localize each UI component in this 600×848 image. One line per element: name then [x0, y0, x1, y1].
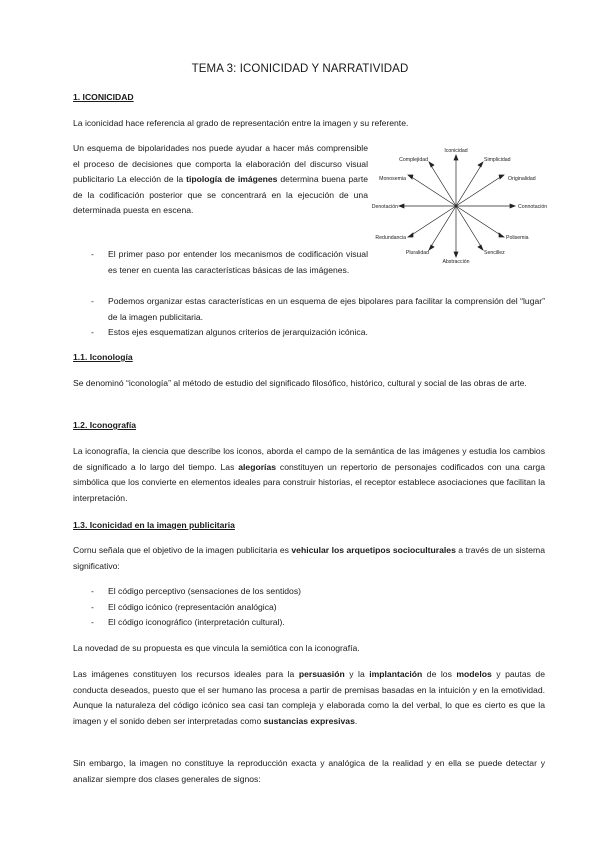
bold-implantacion: implantación [369, 669, 423, 679]
paragraph-novedad: La novedad de su propuesta es que vincula la semiótica con la iconografía. [73, 643, 360, 653]
paragraph-cornu: Cornu señala que el objetivo de la imagen publicitaria es vehicular los arquetipos socioculturales a través de un sistema significativo: [73, 545, 545, 571]
bullet-list-codigos [73, 584, 545, 631]
arrow-steep-a1 [478, 162, 483, 167]
label-originalidad: Originalidad [508, 176, 536, 182]
arrow-up [454, 155, 458, 160]
bold-persuasion: persuasión [298, 669, 345, 679]
arrow-steep-a2 [429, 245, 434, 250]
bold-vehicular: vehicular los arquetipos socioculturales [291, 545, 456, 555]
list-item: - Podemos organizar estas características en un esquema de ejes bipolares para facilitar la comprensión del “lugar” de la imagen publicitaria. [73, 294, 545, 325]
bullet-list-iconicidad-1 [73, 247, 368, 278]
list-item: - El código icónico (representación analógica) [73, 600, 545, 616]
label-monosemia: Monosemia [379, 176, 406, 182]
arrow-shallow-b2 [408, 233, 413, 237]
bold-sustancias-expresivas: sustancias expresivas [263, 715, 355, 726]
list-item: - El código iconográfico (interpretación cultural). [73, 615, 545, 631]
label-polisemia: Polisemia [506, 235, 529, 241]
label-redundancia: Redundancia [375, 235, 406, 241]
arrow-right [510, 204, 515, 208]
bullet-list-iconicidad-2 [73, 294, 545, 341]
arrow-shallow-a2 [499, 233, 504, 237]
paragraph-iconografia: La iconografía, la ciencia que describe los iconos, aborda el campo de la semántica de las imágenes y estudia los cambios de significado a lo largo del tiempo. Las alegorías constituyen un repertorio de personajes codificados con una carga simbólica que los convierte en elementos ideales para construir historias, el receptor establece asociaciones que facilitan la interpretación. [73, 446, 545, 503]
bold-tipologia: tipología de imágenes [186, 174, 278, 185]
list-item: - Estos ejes esquematizan algunos criterios de jerarquización icónica. [73, 325, 545, 341]
section-heading-iconografia: 1.2. Iconografía [73, 420, 137, 430]
paragraph-iconologia: Se denominó “iconología” al método de estudio del significado filosófico, histórico, cultural y social de las obras de arte. [73, 378, 527, 388]
bold-alegorias: alegorías [238, 461, 277, 472]
label-pluralidad: Pluralidad [405, 250, 429, 256]
bipolar-axes-diagram [372, 146, 552, 266]
label-denotacion: Denotación [372, 204, 398, 210]
paragraph-sin-embargo: Sin embargo, la imagen no constituye la reproducción exacta y analógica de la realidad y en ella se puede detectar y analizar siempre dos clases generales de signos: [73, 758, 545, 784]
arrow-down [454, 252, 458, 257]
paragraph-iconicidad-definition: La iconicidad hace referencia al grado de representación entre la imagen y su referente. [73, 118, 409, 128]
label-complejidad: Complejidad [399, 157, 428, 163]
page-title: TEMA 3: ICONICIDAD Y NARRATIVIDAD [191, 63, 409, 75]
list-item: - El primer paso por entender los mecanismos de codificación visual es tener en cuenta las características básicas de las imágenes. [73, 247, 368, 278]
label-connotacion: Connotación [518, 204, 548, 210]
paragraph-imagenes-recursos: Las imágenes constituyen los recursos ideales para la persuasión y la implantación de los modelos y pautas de conducta deseados, puesto que el ser humano las procesa a partir de premisas basadas en la intuición y en la emotividad. Aunque la naturaleza del código icónico sea casi tan compleja y elaborada como la del verbal, lo que es cierto es que la imagen y el sonido deben ser interpretadas como sustancias expresivas. [73, 669, 545, 726]
label-simplicidad: Simplicidad [484, 157, 511, 163]
section-heading-iconicidad-publicitaria: 1.3. Iconicidad en la imagen publicitaria [73, 520, 235, 530]
arrow-shallow-a1 [408, 175, 413, 179]
label-abstraccion: Abstracción [442, 259, 470, 265]
section-heading-iconicidad: 1. ICONICIDAD [73, 92, 134, 102]
arrow-shallow-b1 [499, 175, 504, 179]
arrow-left [399, 204, 404, 208]
bold-modelos: modelos [456, 669, 492, 679]
arrow-steep-b1 [429, 162, 434, 167]
label-iconicidad: Iconicidad [444, 148, 468, 154]
label-sencillez: Sencillez [484, 250, 505, 256]
paragraph-bipolaridades: Un esquema de bipolaridades nos puede ayudar a hacer más comprensible el proceso de decisiones que comporta la elaboración del discurso visual publicitario La elección de la tipología de imágenes determina buena parte de la codificación posterior que se concentrará en la ejecución de una determinada puesta en escena. [73, 143, 368, 216]
arrow-steep-b2 [478, 245, 483, 250]
section-heading-iconologia: 1.1. Iconología [73, 352, 133, 362]
list-item: - El código perceptivo (sensaciones de los sentidos) [73, 584, 545, 600]
